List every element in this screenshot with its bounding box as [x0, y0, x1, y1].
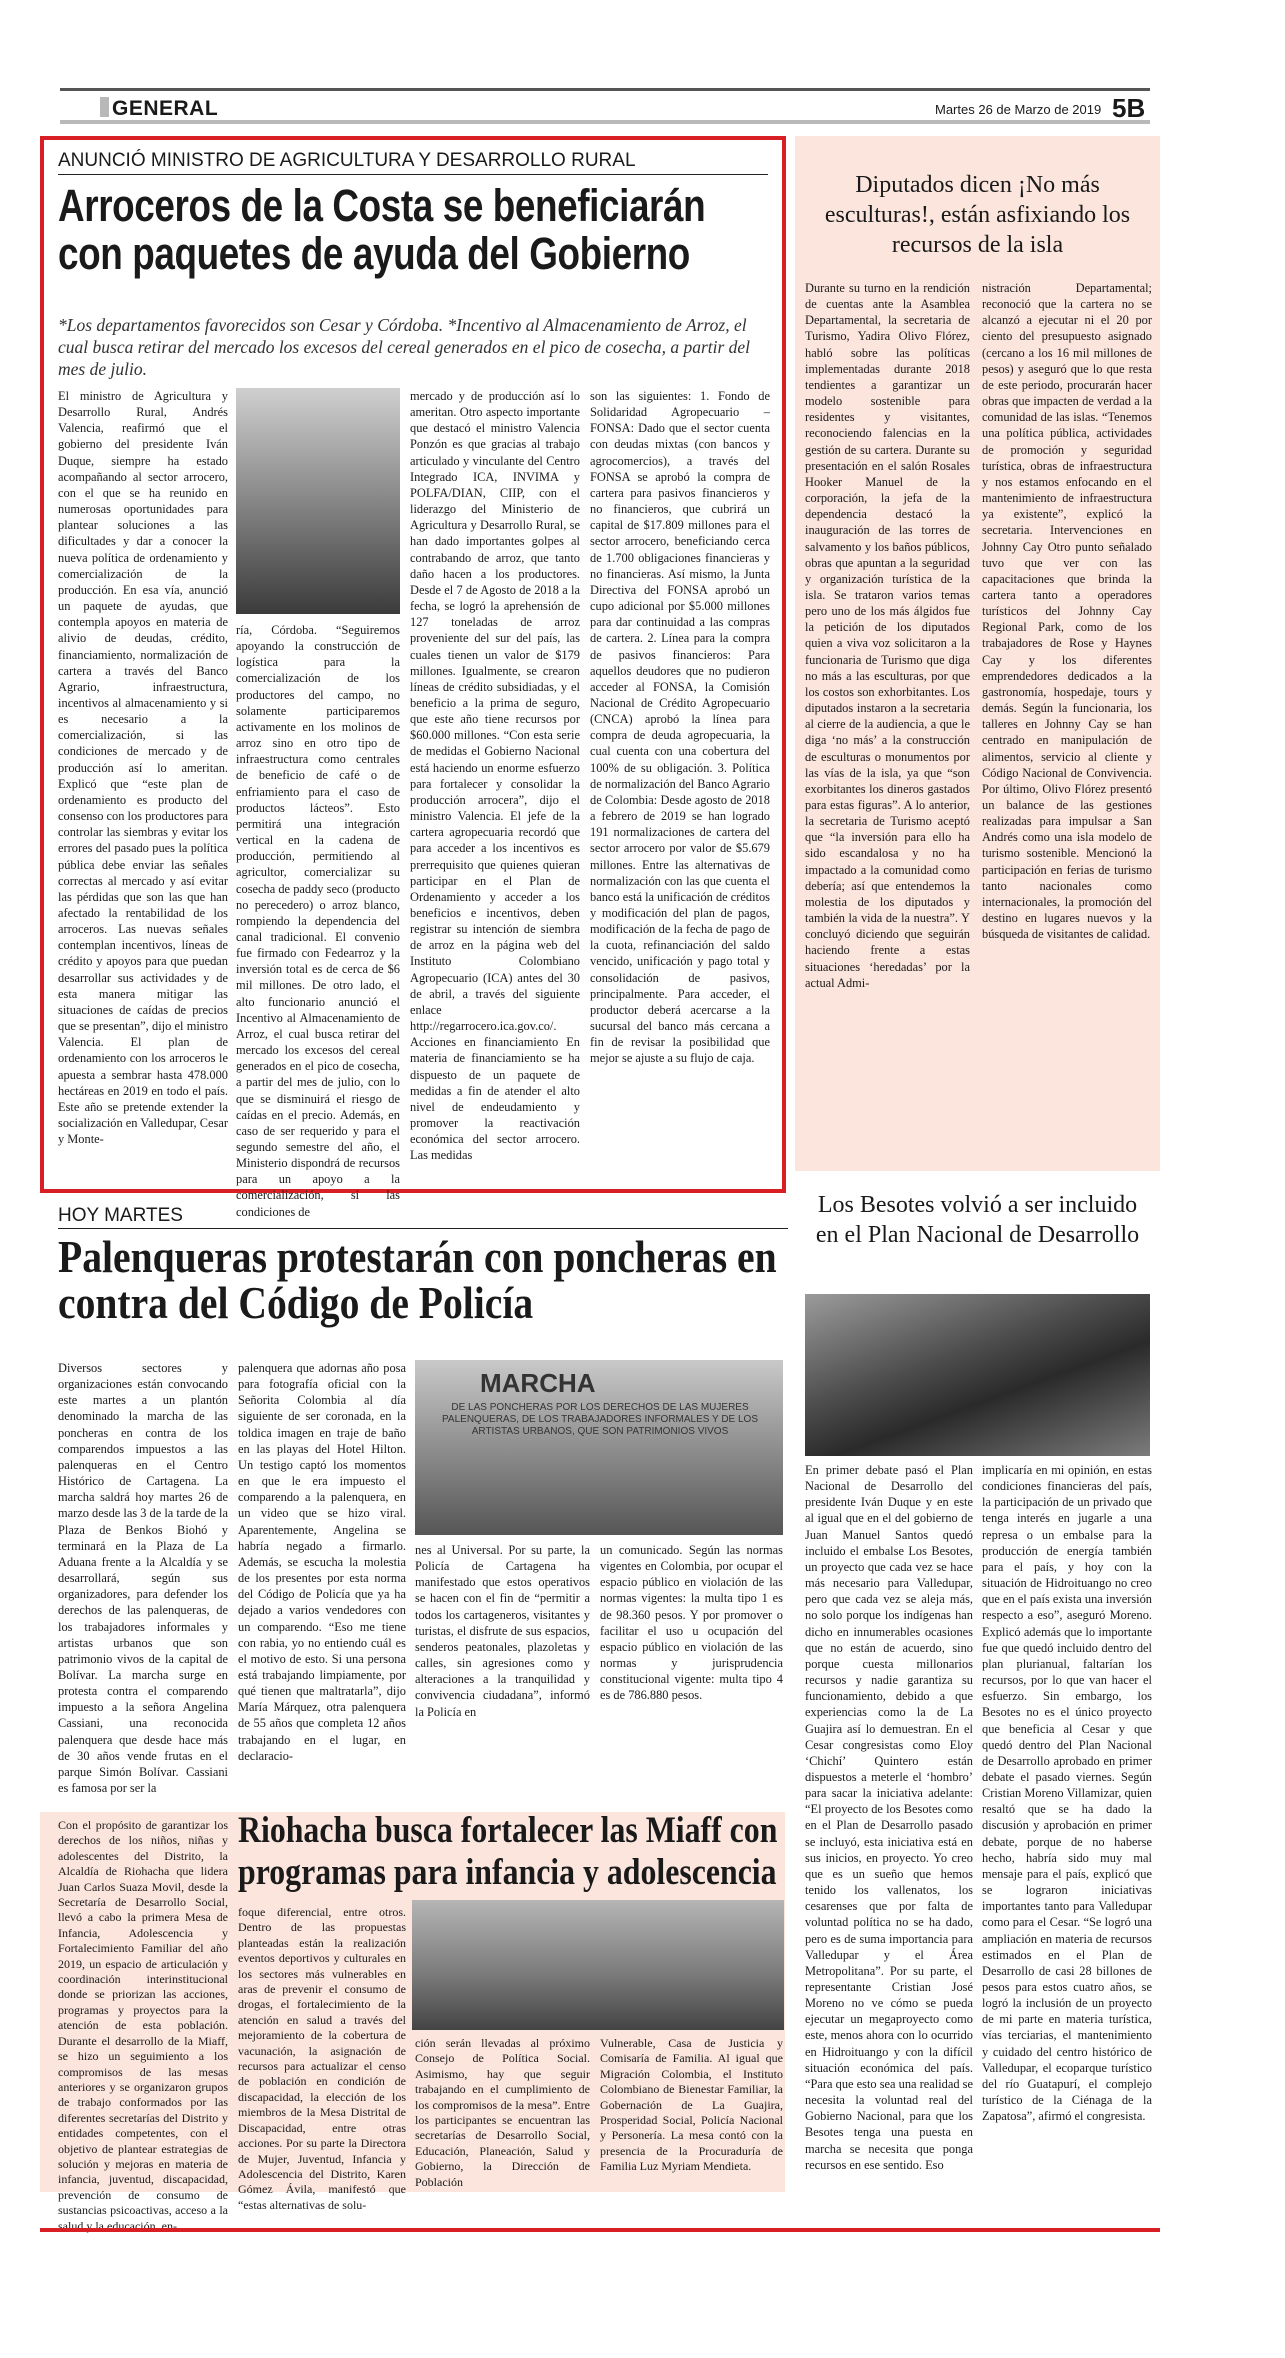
lead-column-1: El ministro de Agricultura y Desarrollo Rural, Andrés Valencia, reafirmó que el gobierno del presidente Iván Duque, siempre ha estado acompañando al sector arrocero, con el que se ha reunido en numerosas oportunidades para plantear soluciones a las dificultades y dar a conocer la nueva política de ordenamiento y comercialización de la producción. En esa vía, anunció un paquete de ayudas, que contempla apoyos en materia de alivio de deudas, crédito, financiamiento, normalización de cartera a través del Banco Agrario, infraestructura, incentivos al almacenamiento y si es necesario a la comercialización, si las condiciones de mercado y de producción así lo ameritan. Explicó que “este plan de ordenamiento es producto del consenso con los productores para controlar las siembras y evitar los errores del pasado pues la política pública debe enviar las señales correctas al mercado y así evitar las pérdidas que son las que han afectado la rentabilidad de los arroceros. Las nuevas señales contemplan incentivos, líneas de crédito y apoyos para que puedan desarrollar sus actividades y de esta manera mitigar las situaciones de caídas de precios que se presentan”, dijo el ministro Valencia. El plan de ordenamiento con los arroceros le apuesta a sembrar hasta 478.000 hectáreas en 2019 en todo el país. Este año se pretende extender la socialización en Valledupar, Cesar y Monte- [58, 389, 228, 1147]
article-2-kicker-rule [58, 1228, 788, 1229]
lead-column-4: son las siguientes: 1. Fondo de Solidaridad Agropecuario – FONSA: Dado que el sector cuenta con deudas mixtas (con bancos y agrocomercios), a través del FONSA se aprobó la compra de cartera para pasivos financieros y no financieros, que cubrirá un capital de $17.809 millones para el sector arrocero, beneficiando cerca de 1.700 obligaciones financieras y no financieras. Así mismo, la Junta Directiva del FONSA aprobó un cupo adicional por $5.000 millones para dar continuidad a las compras de cartera. 2. Línea para la compra de pasivos financieros: Para aquellos deudores que no pudieron acceder al FONSA, la Comisión Nacional de Crédito Agropecuario (CNCA) aprobó la línea para compra de deuda agropecuaria, la cual cuenta con una cobertura del 100% de su obligación. 3. Política de normalización del Banco Agrario de Colombia: Desde agosto de 2018 a febrero de 2019 se han logrado 191 normalizaciones de cartera del sector arrocero por valor de $5.679 millones. Entre las alternativas de normalización con las que cuenta el banco está la unificación de créditos y modificación del plan de pagos, modificación de la fecha de pago de la cuota, refinanciación del saldo vencido, unificación y pago total y consolidación de pasivos, principalmente. Para acceder, el productor deberá acercarse a la sucursal del banco más cercana a fin de revisar la posibilidad que mejor se ajuste a su flujo de caja. [590, 389, 770, 1066]
lead-column-3: mercado y de producción así lo ameritan. Otro aspecto importante que destacó el ministro Valencia Ponzón es que gracias al trabajo articulado y vinculante del Centro Integrado ICA, INVIMA y POLFA/DIAN, CIIP, con el liderazgo del Ministerio de Agricultura y Desarrollo Rural, se han dado importantes golpes al contrabando de arroz, que tanto daño hacen a los productores. Desde el 7 de Agosto de 2018 a la fecha, se logró la aprehensión de 127 toneladas de arroz proveniente del sur del país, las cuales tienen un valor de $179 millones. Igualmente, se crearon líneas de crédito subsidiadas, y el beneficio a la prima de seguro, que este año tiene recursos por $60.000 millones. “Con esta serie de medidas el Gobierno Nacional está haciendo un enorme esfuerzo para fortalecer y consolidar la producción arrocera”, dijo el ministro Valencia. El jefe de la cartera agropecuaria recordó que para acceder a los incentivos es prerrequisito que quienes quieran participar en el Plan de Ordenamiento y acceder a los beneficios e incentivos, deben registrar su intención de siembra de arroz en la página web del Instituto Colombiano Agropecuario (ICA) antes del 30 de abril, a través del siguiente enlace http://regarrocero.ica.gov.co/. Acciones en financiamiento En materia de financiamiento se ha dispuesto de un paquete de medidas a fin de atender el alto nivel de endeudamiento y promover la reactivación económica del sector arrocero. Las medidas [410, 389, 580, 1163]
sidebar-2-column-1: En primer debate pasó el Plan Nacional de Desarrollo del presidente Iván Duque y en este al igual que en el del gobierno de Juan Manuel Santos quedó incluido el embalse Los Besotes, un proyecto que cada vez se hace más necesario para Valledupar, pero que cada vez se aleja más, no solo porque los indígenas han dicho en innumerables ocasiones que no están de acuerdo, sino porque cuesta millonarios recursos y nadie garantiza su funcionamiento, debido a que experiencias como la de La Guajira así lo demuestran. En el Cesar congresistas como Eloy ‘Chichí’ Quintero están dispuestos a meterle el ‘hombro’ para sacar la iniciativa adelante: “El proyecto de los Besotes como en el Plan de Desarrollo pasado se incluyó, esta iniciativa está en sus inicios, en proyecto. Yo creo que es un sueño que hemos tenido los vallenatos, los cesarenses que por falta de voluntad política no se ha dado, pero es de suma importancia para Valledupar y el Área Metropolitana”. Por su parte, el representante Cristian José Moreno no ve cómo se pueda ejecutar un megaproyecto como este, menos ahora con lo ocurrido en Hidroituango y con la difícil situación económica del país. “Para que esto sea una realidad se necesita la voluntad real del Gobierno Nacional, para que los Besotes tenga una puesta en marcha se necesita que ponga recursos en ese sentido. Eso [805, 1463, 973, 2172]
sidebar-2-headline: Los Besotes volvió a ser incluido en el Plan Nacional de Desarrollo [815, 1192, 1140, 1248]
lead-kicker-rule [58, 174, 768, 175]
article-3-column-1: Con el propósito de garantizar los derechos de los niños, niñas y adolescentes del Distrito, la Alcaldía de Riohacha que lidera Juan Carlos Suaza Movil, desde la Secretaría de Desarrollo Social, llevó a cabo la primera Mesa de Infancia, Adolescencia y Fortalecimiento Familiar del año 2019, un espacio de articulación y coordinación interinstitucional donde se priorizan las acciones, programas y proyectos para la atención de esta población. Durante el desarrollo de la Miaff, se hizo un seguimiento a los compromisos de las mesas anteriores y se organizaron grupos de trabajo conformados por las diferentes secretarías del Distrito y entidades competentes, con el objetivo de plantear estrategias de solución y mejoras en materia de infancia, juventud, discapacidad, prevención de consumo de sustancias psicoactivas, acceso a la salud y la educación, en- [58, 1818, 228, 2233]
poster-title: MARCHA [480, 1368, 596, 1398]
article-3-column-2: foque diferencial, entre otros. Dentro de las propuestas planteadas están la realización eventos deportivos y culturales en los sectores más vulnerables en aras de prevenir el consumo de drogas, el fortalecimiento de la atención en salud a través del mejoramiento de la cobertura de vacunación, la asignación de recursos para actualizar el censo de población en condición de discapacidad, la elección de los miembros de la Mesa Distrital de Discapacidad, entre otras acciones. Por su parte la Directora de Mujer, Juventud, Infancia y Adolescencia del Distrito, Karen Gómez Ávila, manifestó que “estas alternativas de solu- [238, 1905, 406, 2212]
lead-headline: Arroceros de la Costa se beneficiarán con paquetes de ayuda del Gobierno [58, 180, 706, 279]
article-3-column-3: ción serán llevadas al próximo Consejo de Política Social. Asimismo, hay que seguir trabajando en el cumplimiento de los compromisos de la mesa”. Entre los participantes se encuentran las secretarías de Desarrollo Social, Educación, Planeación, Salud y Gobierno, la Dirección de Población [415, 2036, 590, 2189]
article-2-headline: Palenqueras protestarán con poncheras en contra del Código de Policía [58, 1232, 777, 1328]
march-poster-photo [415, 1360, 783, 1535]
sidebar-1-column-1: Durante su turno en la rendición de cuentas ante la Asamblea Departamental, la secretaria de Turismo, Yadira Olivo Flórez, habló sobre las políticas implementadas durante 2018 tendientes a garantizar un modelo sostenible para residentes y visitantes, reconociendo falencias en la gestión de su cartera. Durante su presentación en el salón Rosales Hooker Manuel de la corporación, la jefa de la dependencia destacó la inauguración de las torres de salvamento y los baños públicos, obras que apuntan a la seguridad y organización turística de la isla. Se trataron varios temas pero uno de los más álgidos fue la petición de los diputados quien a viva voz solicitaron a la funcionaria de Turismo que diga no más a las esculturas, por que los costos son exhorbitantes. Los diputados instaron a la secretaria al cierre de la audiencia, a que le diga ‘no más’ a la construcción de esculturas o monumentos por las vías de la isla, ya que “son exorbitantes los dineros gastados para estas figuras”. A lo anterior, la secretaria de Turismo aceptó que “la inversión para ello ha sido escandalosa y no ha impactado a la comunidad como debería; así que entendemos la molestia de los diputados y también la vida de la nuestra”. Y concluyó diciendo que seguirán haciendo frente a estas situaciones ‘heredadas’ por la actual Admi- [805, 281, 970, 990]
section-title: GENERAL [112, 97, 219, 120]
lead-column-2: ría, Córdoba. “Seguiremos apoyando la construcción de logística para la comercialización de los productores del campo, no solamente participaremos activamente en los molinos de arroz sino en otro tipo de infraestructura como centrales de beneficio de café o de enfriamiento para el caso de productos lácteos”. Esto permitirá una integración vertical en la cadena de producción, permitiendo al agricultor, comercializar su cosecha de paddy seco (producto no perecedero) o arroz blanco, rompiendo la dependencia del canal tradicional. El convenio fue firmado con Fedearroz y la inversión total es de cerca de $6 mil millones. De otro lado, el alto funcionario anunció el Incentivo al Almacenamiento de Arroz, el cual busca retirar del mercado los excesos del cereal generados en el pico de cosecha, a partir del mes de julio, con lo que se disminuirá el riesgo de caídas en el precio. Además, en caso de ser requerido y para el segundo semestre del año, el Ministerio dispondrá de recursos para un apoyo a la comercialización, si las condiciones de [236, 623, 400, 1219]
header-bottom-rule [60, 120, 1150, 124]
section-marker [100, 97, 109, 117]
article-2-column-1: Diversos sectores y organizaciones están convocando este martes a un plantón denominado la marcha de las poncheras en contra de los comparendos impuestos a las palenqueras en el Centro Histórico de Cartagena. La marcha saldrá hoy martes 26 de marzo desde las 3 de la tarde de la Plaza de Benkos Biohó y terminará en la Plaza de La Aduana frente a la Alcaldía y se desarrollará, según sus organizadores, para defender los derechos de las palenqueras, de los trabajadores informales y artistas urbanos que son patrimonio vivos de la capital de Bolívar. La marcha surge en protesta contra el comparendo impuesto a la señora Angelina Cassiani, una reconocida palenquera que desde hace más de 30 años vende frutas en el parque Simón Bolívar. Cassiani es famosa por ser la [58, 1361, 228, 1796]
page-number: 5B [1112, 93, 1146, 123]
besotes-photo [805, 1294, 1150, 1456]
article-2-column-3: nes al Universal. Por su parte, la Policía de Cartagena ha manifestado que estos operativos se hacen con el fin de “permitir a todos los cartageneros, visitantes y turistas, el disfrute de sus espacios, senderos peatonales, plazoletas y calles, sin agresiones como y alteraciones a la tranquilidad y convivencia ciudadana”, informó la Policía en [415, 1543, 590, 1719]
sidebar-1-headline: Diputados dicen ¡No más esculturas!, están asfixiando los recursos de la isla [824, 172, 1131, 258]
issue-date: Martes 26 de Marzo de 2019 [935, 102, 1102, 117]
minister-photo [236, 388, 400, 614]
article-3-headline: Riohacha busca fortalecer las Miaff con programas para infancia y adolescencia [238, 1810, 778, 1893]
lead-deck: *Los departamentos favorecidos son Cesar y Córdoba. *Incentivo al Almacenamiento de Arroz, el cual busca retirar del mercado los excesos del cereal generados en el pico de cosecha, a partir del mes de julio. [58, 315, 751, 379]
article-2-column-2: palenquera que adornas año posa para fotografía oficial con la Señorita Colombia al día siguiente de ser coronada, en la toldica imagen en traje de baño en las playas del Hotel Hilton. Un testigo captó los momentos en que le era impuesto el comparendo a la palenquera, en un video que se hizo viral. Aparentemente, Angelina se habría negado a firmarlo. Además, se escucha la molestia de los presentes por esta norma del Código de Policía que ya ha dejado a varios vendedores con un comparendo. “Eso me tiene con rabia, yo no entiendo cuál es el motivo de esto. Si una persona está trabajando limpiamente, por qué tienen que maltratarla”, dijo María Márquez, otra palenquera de 55 años que completa 12 años trabajando en el lugar, en declaracio- [238, 1361, 406, 1763]
miaff-meeting-photo [412, 1900, 784, 2030]
sidebar-1-column-2: nistración Departamental; reconoció que la cartera no se alcanzó a ejecutar ni el 20 por ciento del presupuesto asignado (cercano a los 16 mil millones de pesos) y aseguró que lo que resta de este periodo, procurarán hacer obras que impacten de verdad a la comunidad de las islas. “Tenemos una política pública, actividades de promoción y seguridad turística, obras de infraestructura y nos estamos enfocando en el mantenimiento de infraestructura ya existente”, explicó la secretaria. Intervenciones en Johnny Cay Otro punto señalado tuvo que ver con las capacitaciones que brinda la cartera tanto a operadores turísticos del Johnny Cay Regional Park, como de los trabajadores de Rose y Haynes Cay y los diferentes emprendedores dedicados a la gastronomía, hospedaje, tours y demás. Según la funcionaria, los talleres en Johnny Cay se han centrado en manipulación de alimentos, servicio al cliente y Código Nacional de Convivencia. Por último, Olivo Flórez presentó un balance de las gestiones realizadas para impulsar a San Andrés como una isla modelo de turismo sostenible. Mencionó la participación en ferias de turismo tanto nacionales como internacionales, la promoción del destino en lugares nuevos y la búsqueda de visitantes de calidad. [982, 281, 1152, 942]
sidebar-2-column-2: implicaría en mi opinión, en estas condiciones financieras del país, la participación de un privado que tenga interés en jugarle a una represa o un embalse para la producción de energía también para el país, y hoy con la situación de Hidroituango no creo que en el país exista una inversión respecto a eso”, aseguró Moreno. Explicó además que lo importante fue que quedó incluido dentro del plan plurianual, faltarían los recursos, por lo que van hacer el esfuerzo. Sin embargo, los Besotes no es el único proyecto que beneficia al Cesar y que quedó dentro del Plan Nacional de Desarrollo aprobado en primer debate el pasado viernes. Según Cristian Moreno Villamizar, quien resaltó que se ha dado la discusión y aprobación en primer debate, porque de no haberse hecho, habría sido muy mal mensaje para el país, explicó que se lograron iniciativas importantes tanto para Valledupar como para el Cesar. “Se logró una ampliación en materia de recursos estimados en el Plan de Desarrollo de casi 28 billones de pesos para estos cuatro años, se logró la inclusión de un proyecto de mi parte en materia turística, vías terciarias, el mantenimiento y cuidado del centro histórico de Valledupar, el ecoparque turístico del río Guatapurí, el complejo turístico de la Ciénaga de la Zapatosa”, afirmó el congresista. [982, 1463, 1152, 2124]
article-2-column-4: un comunicado. Según las normas vigentes en Colombia, por ocupar el espacio público en violación de las normas vigentes: la multa tipo 1 es de 98.360 pesos. Y por promover o facilitar el uso u ocupación del espacio público en violación de las normas y jurisprudencia constitucional vigente: multa tipo 4 es de 786.880 pesos. [600, 1543, 783, 1703]
lead-kicker: ANUNCIÓ MINISTRO DE AGRICULTURA Y DESARROLLO RURAL [58, 150, 636, 171]
article-2-kicker: HOY MARTES [58, 1205, 183, 1226]
footer-rule [40, 2228, 1160, 2232]
header-top-rule [60, 88, 1150, 91]
article-3-column-4: Vulnerable, Casa de Justicia y Comisaría de Familia. Al igual que Migración Colombia, el Instituto Colombiano de Bienestar Familiar, la Gobernación de La Guajira, Prosperidad Social, Policía Nacional y Personería. La mesa contó con la presencia de la Procuraduría de Familia Luz Myriam Mendieta. [600, 2036, 783, 2174]
poster-subtitle: DE LAS PONCHERAS POR LOS DERECHOS DE LAS MUJERES PALENQUERAS, DE LOS TRABAJADORES INFORMALES Y DE LOS ARTISTAS URBANOS, QUE SON PATRIMONIOS VIVOS [441, 1402, 759, 1437]
